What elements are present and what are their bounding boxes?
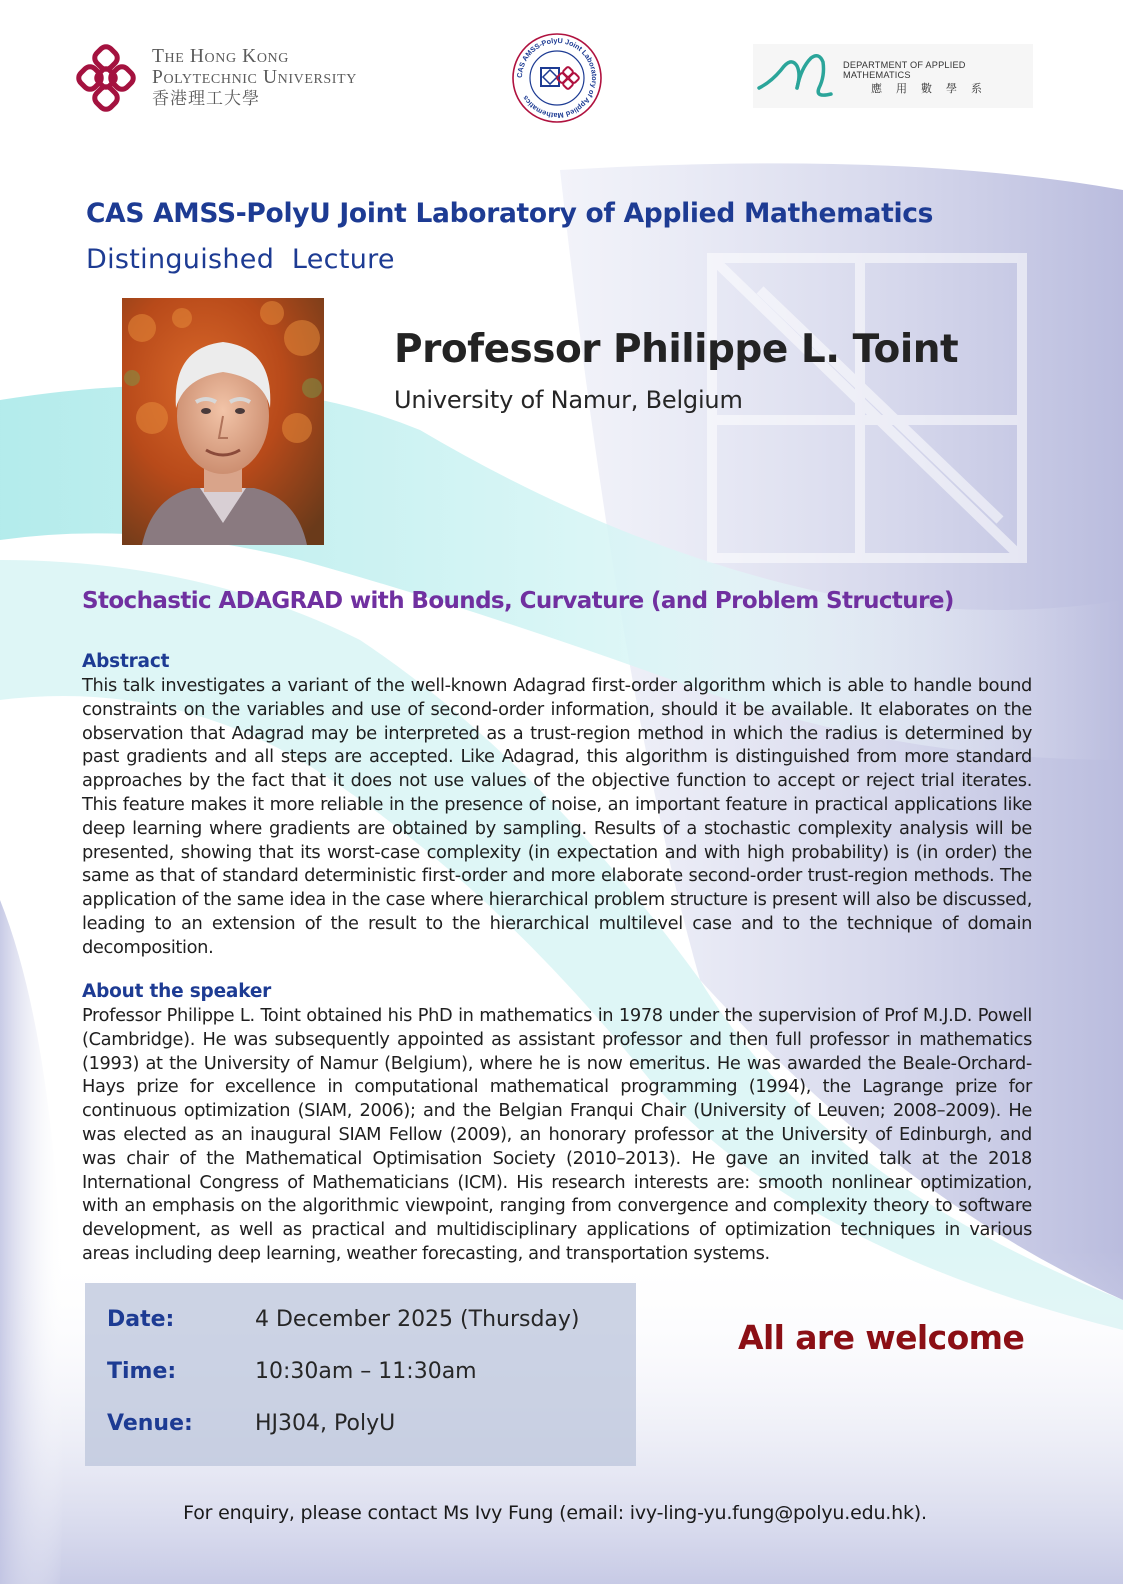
speaker-name: Professor Philippe L. Toint [394,327,959,372]
all-welcome-text: All are welcome [738,1318,1025,1357]
dept-name-zh: 應用數學系 [871,82,996,95]
dept-name-en: DEPARTMENT OF APPLIED MATHEMATICS [843,60,966,80]
dept-wave-icon [757,48,837,102]
venue-value: HJ304, PolyU [255,1411,396,1436]
time-label: Time: [107,1359,177,1384]
polyu-name-en-line1: The Hong Kong [152,46,289,67]
polyu-knot-icon [76,44,146,114]
venue-label: Venue: [107,1411,193,1436]
polyu-name-en-line2: Polytechnic University [152,67,357,88]
lecture-type: Distinguished Lecture [86,244,395,275]
joint-lab-seal [511,32,603,124]
date-label: Date: [107,1307,175,1332]
department-logo [753,44,1033,108]
speaker-photo [122,298,324,545]
polyu-logo [76,42,446,114]
abstract-text: This talk investigates a variant of the well-known Adagrad first-order algorithm which is able to handle bound constraints on the variables and use of second-order information, should it be available. It elaborates on the observation that Adagrad may be interpreted as a trust-region method in which the radius is determined by past gradients and all steps are accepted. Like Adagrad, this algorithm is distinguished from more standard approaches by the fact that it does not use values of the objective function to accept or reject trial iterates. This feature makes it more reliable in the presence of noise, an important feature in practical applications like deep learning where gradients are obtained by sampling. Results of a stochastic complexity analysis will be presented, showing that its worst-case complexity (in expectation and with high probability) is (in order) the same as that of standard deterministic first-order and more elaborate second-order trust-region methods. The application of the same idea in the case where hierarchical problem structure is present will also be discussed, leading to an extension of the result to the hierarchical multilevel case and to the technique of domain decomposition. [82,675,1032,958]
contact-info: For enquiry, please contact Ms Ivy Fung (email: ivy-ling-yu.fung@polyu.edu.hk). [183,1502,927,1524]
about-speaker-text: Professor Philippe L. Toint obtained his PhD in mathematics in 1978 under the supervision of Prof M.J.D. Powell (Cambridge). He was subsequently appointed as assistant professor and then full professor in mathematics (1993) at the University of Namur (Belgium), where he is now emeritus. He was awarded the Beale-Orchard-Hays prize for excellence in computational mathematical programming (1994), the Lagrange prize for continuous optimization (SIAM, 2006); and the Belgian Franqui Chair (University of Leuven; 2008–2009). He was elected as an inaugural SIAM Fellow (2009), an honorary professor at the University of Edinburgh, and was chair of the Mathematical Optimisation Society (2010–2013). He gave an invited talk at the 2018 International Congress of Mathematicians (ICM). His research interests are: smooth nonlinear optimization, with an emphasis on the algorithmic viewpoint, ranging from convergence and complexity theory to software development, as well as practical and multidisciplinary applications of optimization techniques in various areas including deep learning, weather forecasting, and transportation systems. [82,1005,1032,1264]
time-value: 10:30am – 11:30am [255,1359,477,1384]
about-speaker-heading: About the speaker [82,981,272,1002]
speaker-affiliation: University of Namur, Belgium [394,386,743,414]
seal-text: CAS AMSS-PolyU Joint Laboratory of Applied Mathematics [514,35,600,121]
abstract-heading: Abstract [82,651,170,672]
talk-title: Stochastic ADAGRAD with Bounds, Curvature (and Problem Structure) [82,588,954,614]
lab-title: CAS AMSS-PolyU Joint Laboratory of Applied Mathematics [86,198,934,229]
date-value: 4 December 2025 (Thursday) [255,1307,580,1332]
event-info-box [85,1283,636,1466]
polyu-name-zh: 香港理工大學 [152,89,260,108]
